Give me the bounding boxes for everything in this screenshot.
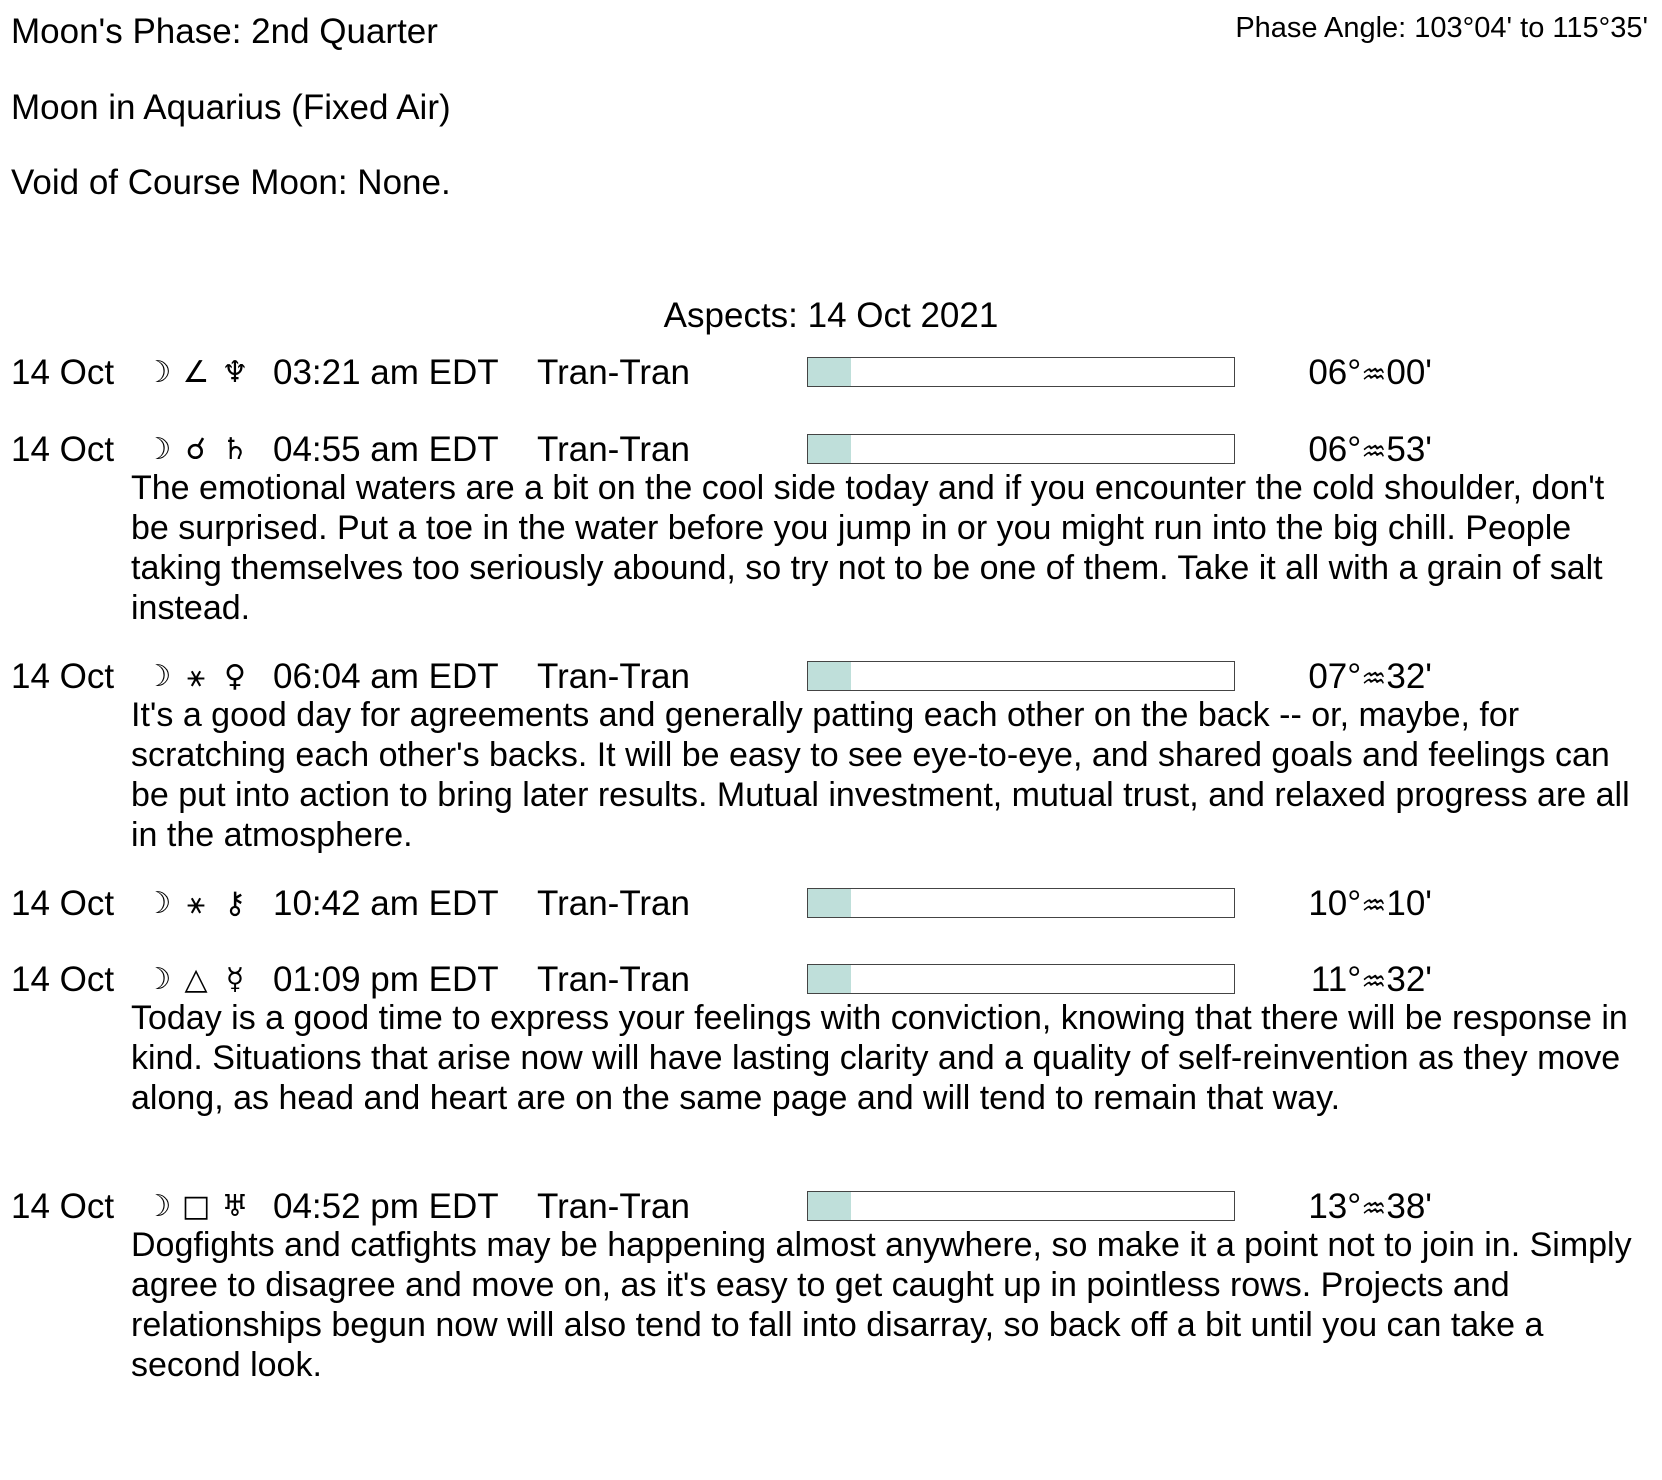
aspect-glyphs: [140, 657, 254, 697]
aspect-date: 14 Oct: [11, 960, 115, 999]
aspect-glyphs: [140, 430, 254, 470]
moon-icon: ☽: [144, 886, 172, 921]
aspect-entry: [0, 430, 1662, 627]
aspect-text: It's a good day for agreements and generally patting each other on the back -- or, maybe, for scratching each other's backs. It will be easy to see eye-to-eye, and shared goals and feelings can be put into action to bring later results. Mutual investment, mutual trust, and relaxed progress are all in the atmosphere.: [131, 696, 1630, 854]
planet-icon: ♆: [221, 355, 249, 390]
position-minutes: 10': [1386, 884, 1432, 923]
aspects-title: Aspects: 14 Oct 2021: [663, 296, 999, 335]
aspect-position: [1308, 1187, 1432, 1229]
position-degrees: 13°: [1308, 1187, 1362, 1226]
aspect-date: 14 Oct: [11, 657, 115, 696]
position-degrees: 10°: [1308, 884, 1362, 923]
planet-icon: ⚷: [224, 886, 246, 921]
position-degrees: 11°: [1310, 960, 1362, 999]
planet-icon: ☿: [225, 962, 245, 997]
aspect-entry: [0, 960, 1662, 1117]
moon-sign: Moon in Aquarius (Fixed Air): [11, 88, 451, 127]
aspect-time: 04:52 pm EDT: [273, 1187, 499, 1226]
aspect-date: 14 Oct: [11, 430, 115, 469]
aspect-time: 04:55 am EDT: [273, 430, 499, 469]
aspect-kind: Tran-Tran: [537, 430, 690, 469]
aspect-glyphs: [140, 1187, 254, 1227]
position-degrees: 06°: [1308, 430, 1362, 469]
aspect-strength-bar: [807, 888, 1235, 918]
aspect-position: [1311, 960, 1432, 1002]
moon-icon: ☽: [144, 355, 172, 390]
aspect-date: 14 Oct: [11, 353, 115, 392]
aspect-icon: □: [181, 1189, 211, 1224]
aspect-entry: [0, 353, 1662, 393]
aspect-time: 06:04 am EDT: [273, 657, 499, 696]
aspect-position: [1308, 884, 1432, 926]
aspect-text: Dogfights and catfights may be happening almost anywhere, so make it a point not to join in. Simply agree to disagree and move on, as it's easy to get caught up in pointless rows. Projects and relationships begun now will also tend to fall into disarray, so back off a bit until you can take a second look.: [131, 1226, 1632, 1384]
aspect-position: [1308, 353, 1432, 395]
aspect-position: [1308, 430, 1432, 472]
position-minutes: 32': [1386, 657, 1432, 696]
planet-icon: ♀: [224, 659, 246, 694]
void-of-course: Void of Course Moon: None.: [11, 163, 451, 202]
aspect-kind: Tran-Tran: [537, 657, 690, 696]
aspect-kind: Tran-Tran: [537, 1187, 690, 1226]
aspect-icon: ☌: [185, 432, 207, 467]
aspect-strength-bar: [807, 357, 1235, 387]
aquarius-icon: ♒: [1361, 965, 1387, 998]
planet-icon: ♅: [221, 1189, 249, 1224]
planet-icon: ♄: [221, 432, 249, 467]
aspect-icon: ∠: [182, 355, 210, 390]
moon-icon: ☽: [144, 432, 172, 467]
aspect-position: [1308, 657, 1432, 699]
aspect-time: 01:09 pm EDT: [273, 960, 499, 999]
aspect-strength-bar: [807, 1191, 1235, 1221]
aspect-kind: Tran-Tran: [537, 960, 690, 999]
aspect-strength-bar: [807, 661, 1235, 691]
aspect-icon: ⚹: [187, 886, 205, 921]
position-minutes: 53': [1386, 430, 1432, 469]
phase-angle: Phase Angle: 103°04' to 115°35': [1235, 12, 1648, 44]
aspect-entry: [0, 884, 1662, 924]
aspect-text: The emotional waters are a bit on the cool side today and if you encounter the cold shoulder, don't be surprised. Put a toe in the water before you jump in or you might run into the big chill. People taking themselves too seriously abound, so try not to be one of them. Take it all with a grain of salt instead.: [131, 469, 1605, 627]
aspect-time: 03:21 am EDT: [273, 353, 499, 392]
aquarius-icon: ♒: [1361, 889, 1387, 922]
aspect-glyphs: [140, 884, 254, 924]
aspect-icon: ⚹: [187, 659, 205, 694]
aquarius-icon: ♒: [1361, 358, 1387, 391]
aspect-entry: [0, 657, 1662, 854]
position-degrees: 06°: [1308, 353, 1362, 392]
moon-phase: Moon's Phase: 2nd Quarter: [11, 12, 438, 51]
aspect-date: 14 Oct: [11, 1187, 115, 1226]
aspect-text: Today is a good time to express your feelings with conviction, knowing that there will be response in kind. Situations that arise now will have lasting clarity and a quality of self-reinvention as they move along, as head and heart are on the same page and will tend to remain that way.: [131, 999, 1628, 1117]
aspect-icon: △: [184, 962, 208, 997]
aspect-strength-bar: [807, 434, 1235, 464]
aspect-entry: [0, 1187, 1662, 1384]
aspect-strength-fill: [808, 965, 851, 993]
aspect-strength-fill: [808, 1192, 851, 1220]
position-minutes: 38': [1386, 1187, 1432, 1226]
position-minutes: 32': [1386, 960, 1432, 999]
aspect-kind: Tran-Tran: [537, 884, 690, 923]
moon-icon: ☽: [144, 1189, 172, 1224]
aspect-date: 14 Oct: [11, 884, 115, 923]
aspect-strength-fill: [808, 662, 851, 690]
aspect-glyphs: [140, 353, 254, 393]
aquarius-icon: ♒: [1361, 662, 1387, 695]
position-degrees: 07°: [1308, 657, 1362, 696]
moon-icon: ☽: [144, 962, 172, 997]
position-minutes: 00': [1386, 353, 1432, 392]
aspect-strength-fill: [808, 435, 851, 463]
aspect-strength-fill: [808, 358, 851, 386]
aspect-strength-bar: [807, 964, 1235, 994]
aspect-strength-fill: [808, 889, 851, 917]
aspect-glyphs: [140, 960, 254, 1000]
aspect-kind: Tran-Tran: [537, 353, 690, 392]
aquarius-icon: ♒: [1361, 1192, 1387, 1225]
aspect-time: 10:42 am EDT: [273, 884, 499, 923]
moon-icon: ☽: [144, 659, 172, 694]
aquarius-icon: ♒: [1361, 435, 1387, 468]
